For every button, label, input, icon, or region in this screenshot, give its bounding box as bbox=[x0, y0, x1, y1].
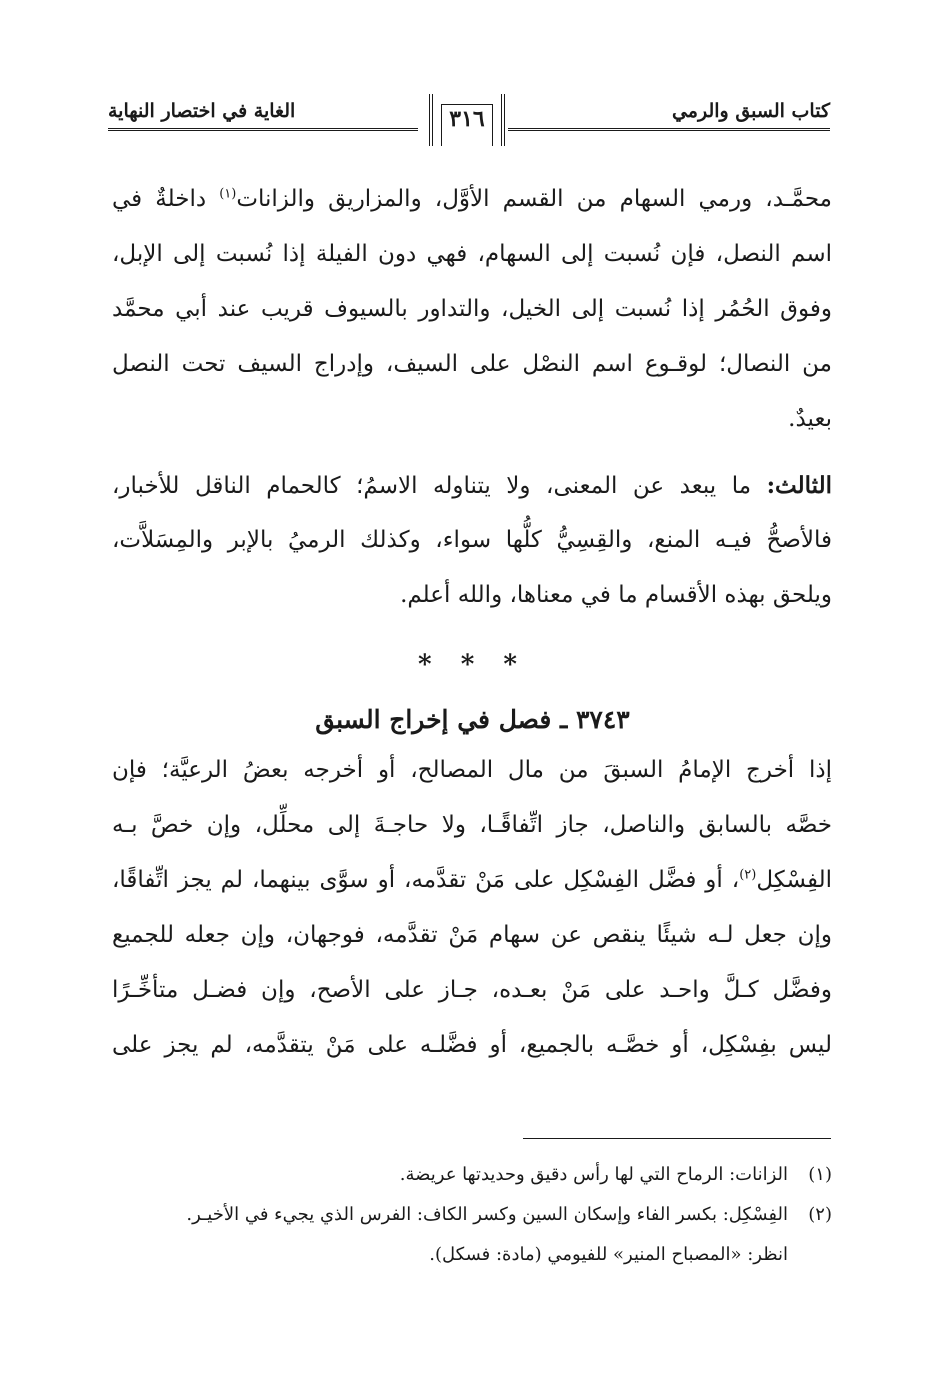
text-line bbox=[112, 172, 832, 227]
text-line bbox=[112, 458, 832, 513]
text-span: ما يبعد عن المعنى، ولا يتناوله الاسمُ؛ كالحمام الناقل للأخبار، bbox=[112, 473, 767, 499]
running-title: الغاية في اختصار النهاية bbox=[108, 100, 296, 122]
footnote-number: (٢) bbox=[808, 1204, 832, 1225]
footnote-2-continuation: انظر: «المصباح المنير» للفيومي (مادة: فسكل). bbox=[429, 1244, 788, 1265]
footnote-2 bbox=[112, 1195, 832, 1235]
footnote-divider bbox=[523, 1138, 831, 1139]
text-line: فالأصحُّ فيـه المنع، والقِسِيُّ كلُّها سواء، وكذلك الرميُ بالإبر والمِسَلاَّت، bbox=[112, 527, 832, 553]
text-span: ، أو فضَّل الفِسْكِل على مَنْ تقدَّمه، أو سوَّى بينهما، لم يجز اتِّفاقًا، bbox=[112, 867, 740, 893]
footnotes bbox=[112, 1155, 832, 1275]
text-line bbox=[112, 853, 832, 908]
text-line: بعيدٌ. bbox=[788, 406, 832, 432]
text-line: خصَّه بالسابق والناصل، جاز اتِّفاقًـا، ولا حاجـةَ إلى محلِّل، وإن خصَّ بـه bbox=[112, 812, 832, 838]
paragraph-label: الثالث: bbox=[766, 472, 832, 499]
section-heading: ٣٧٤٣ ـ فصل في إخراج السبق bbox=[315, 705, 630, 734]
text-line: وفوق الحُمُر إذا نُسبت إلى الخيل، والتداور بالسيوف قريب عند أبي محمَّد bbox=[112, 296, 832, 322]
book-title: كتاب السبق والرمي bbox=[671, 100, 830, 122]
paragraph-3 bbox=[112, 743, 832, 1073]
footnote-text: الزانات: الرماح التي لها رأس دقيق وحديدتها عريضة. bbox=[399, 1164, 788, 1185]
text-span: الفِسْكِل bbox=[756, 867, 832, 893]
text-line: إذا أخرج الإمامُ السبقَ من مال المصالح، أو أخرجه بعضُ الرعيَّة؛ فإن bbox=[112, 757, 832, 783]
text-span: محمَّـد، ورمي السهام من القسم الأوَّل، والمزاريق والزانات bbox=[236, 186, 832, 212]
footnote-ref-2[interactable]: (٢) bbox=[739, 867, 757, 883]
text-line: ويلحق بهذه الأقسام ما في معناها، والله أعلم. bbox=[400, 582, 832, 608]
page-header bbox=[108, 92, 830, 152]
paragraph-2 bbox=[112, 458, 832, 623]
footnote-number: (١) bbox=[808, 1164, 832, 1185]
text-line: اسم النصل، فإن نُسبت إلى السهام، فهي دون الفيلة إذا نُسبت إلى الإبل، bbox=[112, 241, 832, 267]
paragraph-1 bbox=[112, 172, 832, 447]
text-line: من النصال؛ لوقـوع اسم النصْل على السيف، وإدراج السيف تحت النصل bbox=[112, 351, 832, 377]
text-span: داخلةٌ في bbox=[112, 186, 220, 212]
page-number-frame bbox=[429, 94, 505, 146]
section-separator: * * * bbox=[418, 650, 527, 680]
footnote-text: الفِسْكِل: بكسر الفاء وإسكان السين وكسر الكاف: الفرس الذي يجيء في الأخيـر. bbox=[186, 1204, 788, 1225]
page-number: ٣١٦ bbox=[449, 106, 485, 132]
footnote-1 bbox=[112, 1155, 832, 1195]
text-line: ليس بفِسْكِل، أو خصَّـه بالجميع، أو فضَّلـه على مَنْ يتقدَّمه، لم يجز على bbox=[112, 1032, 832, 1058]
footnote-ref-1[interactable]: (١) bbox=[219, 186, 237, 202]
text-line: وإن جعل لـه شيئًا ينقص عن سهام مَنْ تقدَّمه، فوجهان، وإن جعله للجميع bbox=[112, 922, 832, 948]
text-line: وفضَّل كـلَّ واحـد على مَنْ بعـده، جـاز على الأصح، وإن فضـل متأخِّـرًا bbox=[112, 977, 832, 1003]
header-rule-right bbox=[508, 128, 830, 131]
header-rule-left bbox=[108, 128, 418, 131]
